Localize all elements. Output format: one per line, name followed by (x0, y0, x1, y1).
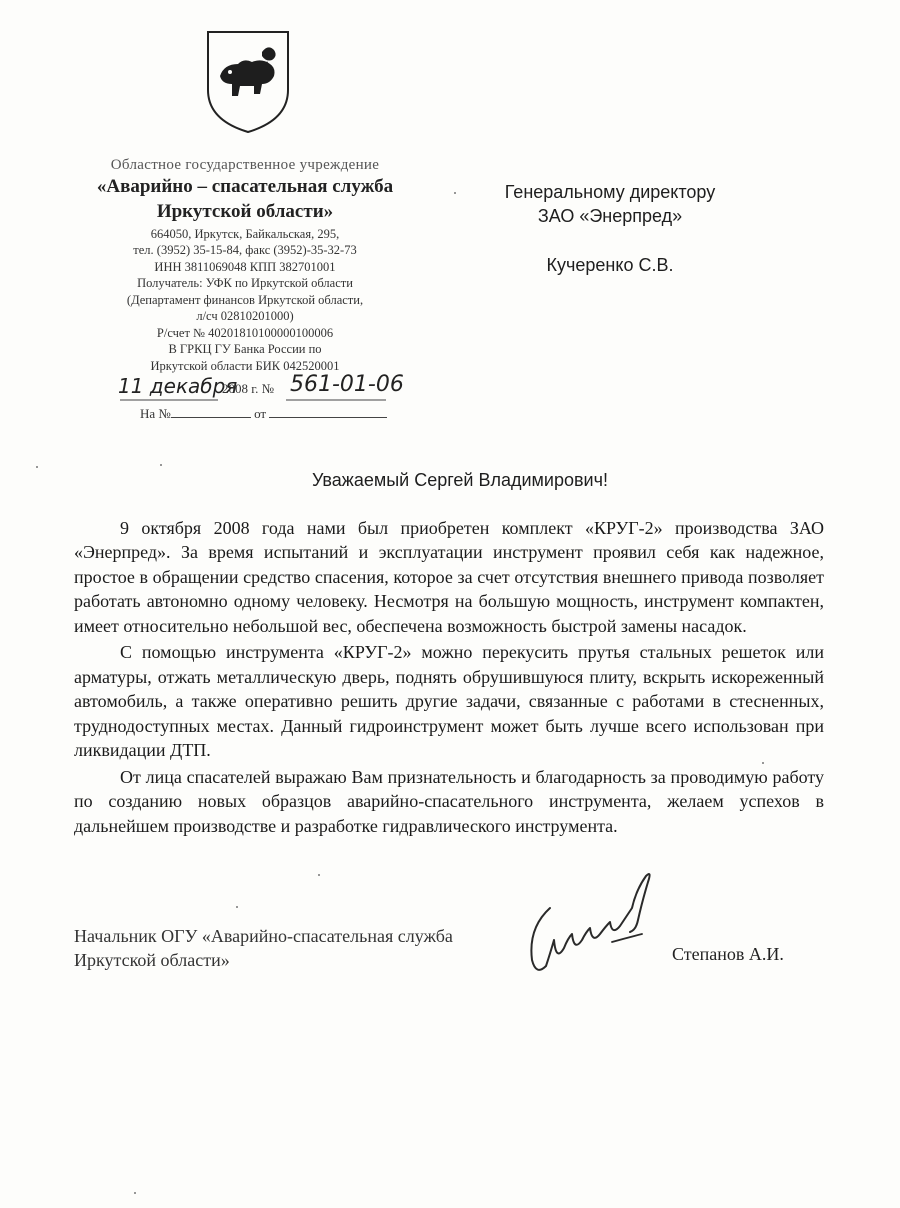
org-bank-line2: Иркутской области БИК 042520001 (150, 358, 340, 373)
registration-year: 2008 г. № (222, 381, 275, 396)
org-department: (Департамент финансов Иркутской области, (126, 292, 364, 307)
signer-name: Степанов А.И. (672, 944, 784, 964)
signer-title-line1: Начальник ОГУ «Аварийно-спасательная служба (74, 926, 453, 946)
org-bank-line1: В ГРКЦ ГУ Банка России по (168, 342, 322, 357)
recipient-title-line1: Генеральному директору (504, 182, 716, 202)
scan-speck (160, 464, 162, 466)
signature-icon (520, 868, 670, 986)
scan-speck (236, 906, 238, 908)
org-address: 664050, Иркутск, Байкальская, 295, (150, 226, 340, 241)
coat-of-arms-icon (204, 28, 292, 136)
scan-speck (454, 192, 456, 194)
registration-line (118, 372, 438, 404)
recipient-title-line2: ЗАО «Энерпред» (537, 206, 683, 227)
registration-date: 11 декабря (118, 374, 238, 398)
scan-speck (134, 1192, 136, 1194)
body-paragraph: С помощью инструмента «КРУГ-2» можно перекусить прутья стальных решеток или арматуры, отжать металлическую дверь, поднять обрушившуюся плиту, вскрыть искореженный автомобиль, а также оперативно решить другие задачи, связанные с работами в стесненных, труднодоступных местах. Данный гидроинструмент может быть лучше всего использован при ликвидации ДТП. (74, 642, 824, 761)
org-type: Областное государственное учреждение (110, 157, 380, 173)
org-account-ls: л/сч 02810201000) (196, 309, 294, 324)
org-inn-kpp: ИНН 3811069048 КПП 382701001 (154, 259, 336, 274)
org-name-line1: «Аварийно – спасательная служба (96, 176, 394, 197)
reference-prefix: На № (140, 406, 171, 421)
registration-number: 561-01-06 (290, 372, 404, 397)
signer-title-line2: Иркутской области» (74, 950, 230, 971)
recipient-block (480, 180, 740, 277)
signer-title (74, 924, 544, 972)
reference-date-blank (269, 417, 387, 418)
reference-line (140, 406, 387, 422)
body-paragraph: 9 октября 2008 года нами был приобретен комплект «КРУГ-2» производства ЗАО «Энерпред». За время испытаний и эксплуатации инструмент проявил себя как надежное, простое в обращении средство спасения, которое за счет отсутствия внешнего привода позволяет работать автономно одному человеку. Несмотря на большую мощность, инструмент компактен, имеет относительно небольшой вес, обеспечена возможность быстрой замены насадок. (74, 518, 824, 636)
org-name-line2: Иркутской области» (156, 200, 334, 222)
registration-underline (118, 398, 438, 402)
body-paragraph: От лица спасателей выражаю Вам признательность и благодарность за проводимую работу по созданию новых образцов аварийно-спасательного инструмента, желаем успехов в дальнейшем производстве и разработке гидравлического инструмента. (74, 766, 824, 836)
letter-body (74, 516, 824, 840)
scan-speck (36, 466, 38, 468)
org-phones: тел. (3952) 35-15-84, факс (3952)-35-32-73 (133, 243, 357, 258)
scan-speck (318, 874, 320, 876)
recipient-name: Кучеренко С.В. (546, 254, 674, 275)
reference-number-blank (171, 417, 251, 418)
reference-from: от (254, 406, 267, 421)
salutation: Уважаемый Сергей Владимирович! (311, 470, 608, 490)
scan-speck (762, 762, 764, 764)
org-payee: Получатель: УФК по Иркутской области (137, 276, 353, 291)
sender-block (60, 156, 430, 374)
org-account-rs: Р/счет № 40201810100000100006 (156, 325, 334, 340)
